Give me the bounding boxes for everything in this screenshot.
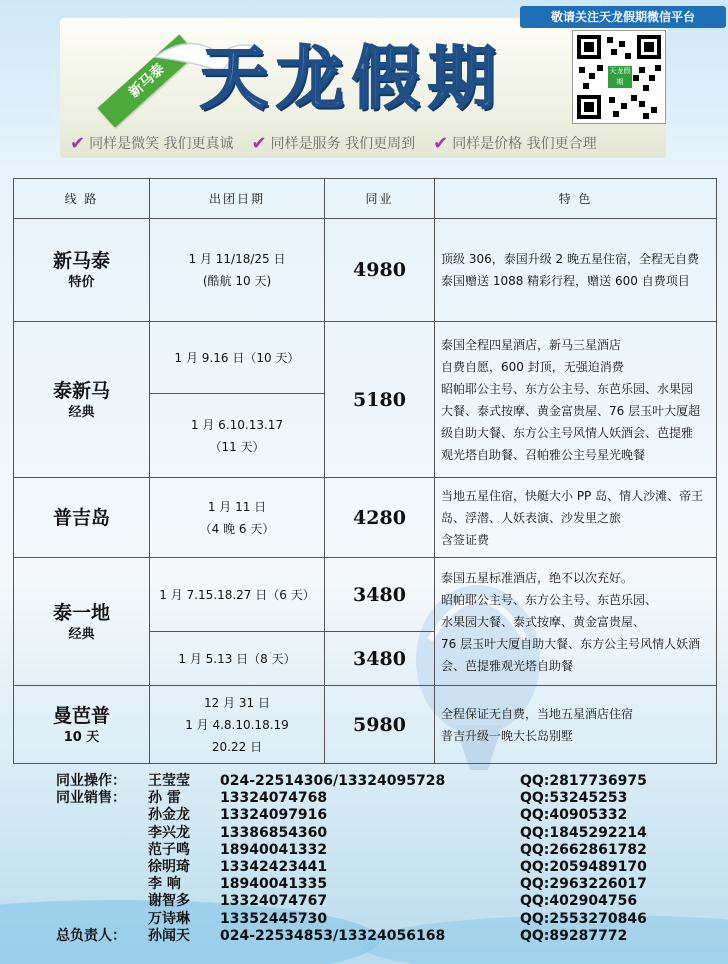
price-cell: 4280: [325, 478, 435, 558]
contact-row: [56, 928, 696, 945]
feature-line: 泰国五星标准酒店，绝不以次充好。: [441, 570, 634, 585]
contact-name: 范子鸣: [148, 841, 190, 858]
header-date: 出团日期: [150, 179, 325, 219]
checkmark-icon: ✔: [70, 132, 86, 154]
contact-row: [56, 911, 696, 928]
route-subtitle: 10 天: [63, 729, 100, 745]
feature-cell: [435, 322, 717, 478]
contact-role: [56, 807, 148, 824]
route-name: 泰新马: [52, 379, 110, 402]
header-features: 特 色: [435, 179, 717, 219]
date-line: 1 月 11 日: [207, 499, 267, 514]
feature-line: 水果园大餐、泰式按摩、黄金富贵屋、: [441, 614, 646, 629]
contact-phone[interactable]: 024-22514306/13324095728: [220, 773, 446, 789]
route-name: 新马泰: [52, 250, 110, 272]
contact-qq[interactable]: QQ:402904756: [520, 893, 638, 910]
date-line: 1 月 5.13 日（8 天）: [178, 651, 296, 666]
contact-phone[interactable]: 13386854360: [220, 824, 328, 841]
date-cell: [150, 219, 325, 322]
route-subtitle: 经典: [68, 404, 95, 420]
ribbon-container: [40, 40, 168, 101]
contact-phone[interactable]: 13352445730: [220, 910, 328, 927]
contact-role: 同业销售：: [56, 790, 126, 807]
price-cell: 4980: [325, 219, 435, 322]
slogan-item: [70, 133, 234, 154]
contact-name: 徐明琦: [148, 859, 190, 876]
feature-line: 泰国赠送 1088 精彩行程，赠送 600 自费项目: [441, 274, 690, 288]
contact-role: [56, 859, 148, 876]
contact-name: 谢智多: [148, 893, 190, 910]
contact-phone[interactable]: 13324074767: [220, 893, 328, 910]
destination-ribbon: 新马泰: [97, 35, 196, 128]
contact-role: 同业操作：: [56, 773, 126, 789]
table-row: [14, 558, 717, 632]
header-price: 同业: [325, 179, 435, 219]
contact-role: [56, 842, 148, 859]
contact-phone[interactable]: 13342423441: [220, 859, 328, 876]
feature-line: 会、芭提雅观光塔自助餐: [441, 658, 574, 673]
table-row: [14, 686, 717, 764]
date-line: 1 月 7.15.18.27 日（6 天）: [159, 587, 315, 602]
feature-line: 昭帕耶公主号、东方公主号、东芭乐园、: [441, 592, 658, 607]
feature-line: 顶级 306，泰国升级 2 晚五星住宿，全程无自费: [441, 252, 699, 266]
contact-phone[interactable]: 024-22534853/13324056168: [220, 927, 446, 944]
table-row: [14, 478, 717, 558]
feature-line: 泰国全程四星酒店，新马三星酒店: [441, 337, 622, 352]
contact-row: [56, 825, 696, 842]
slogan-item: [433, 133, 597, 154]
feature-line: 大餐、泰式按摩、黄金富贵屋、76 层玉叶大厦超: [441, 403, 701, 418]
price-cell: 5180: [325, 322, 435, 478]
date-line: 1 月 6.10.13.17: [190, 417, 284, 432]
price-cell: 3480: [325, 558, 435, 632]
feature-cell: [435, 558, 717, 686]
date-line: 1 月 11/18/25 日: [188, 252, 286, 266]
date-line: (酷航 10 天): [202, 274, 272, 288]
feature-line: 76 层玉叶大厦自助大餐、东方公主号风情人妖酒: [441, 636, 701, 651]
price-cell: 3480: [325, 632, 435, 686]
contact-role: [56, 893, 148, 910]
date-line: （11 天）: [209, 439, 265, 454]
date-line: 1 月 9.16 日（10 天）: [174, 350, 300, 365]
date-line: 20.22 日: [211, 739, 263, 754]
table-header-row: [14, 179, 717, 219]
route-name: 曼芭普: [52, 704, 110, 727]
route-cell: [14, 219, 150, 322]
checkmark-icon: ✔: [433, 132, 449, 154]
contact-name: 万诗琳: [148, 910, 190, 927]
slogan-text: 同样是服务 我们更周到: [270, 136, 416, 152]
contact-row: [56, 842, 696, 859]
contact-row: [56, 893, 696, 910]
contact-qq[interactable]: QQ:2553270846: [520, 910, 647, 927]
route-name: 普吉岛: [52, 506, 110, 529]
contact-qq[interactable]: QQ:2817736975: [520, 773, 647, 789]
feature-line: 级自助大餐、东方公主号风情人妖酒会、芭提雅: [441, 425, 694, 440]
route-cell: [14, 686, 150, 764]
feature-cell: [435, 686, 717, 764]
feature-line: 观光塔自助餐、召帕雅公主号星光晚餐: [441, 447, 646, 462]
contact-qq[interactable]: QQ:2059489170: [520, 859, 647, 876]
contact-qq[interactable]: QQ:2662861782: [520, 841, 647, 858]
contact-role: [56, 911, 148, 928]
contact-phone[interactable]: 18940041335: [220, 876, 328, 893]
slogan-text: 同样是价格 我们更合理: [452, 136, 597, 152]
contact-name: 孙金龙: [148, 807, 190, 824]
date-line: 1 月 4.8.10.18.19: [185, 717, 289, 732]
contact-row: [56, 859, 696, 876]
qr-logo: 天龙假期: [607, 65, 633, 89]
route-cell: [14, 558, 150, 686]
slogan-text: 同样是微笑 我们更真诚: [89, 136, 234, 152]
route-cell: [14, 478, 150, 558]
contact-phone[interactable]: 18940041332: [220, 841, 328, 858]
contact-row: [56, 807, 696, 824]
route-cell: [14, 322, 150, 478]
date-line: （4 晚 6 天）: [199, 521, 275, 536]
feature-line: 普吉升级一晚大长岛别墅: [441, 728, 574, 743]
date-cell: [150, 394, 325, 478]
table-row: [14, 322, 717, 394]
table-row: [14, 219, 717, 322]
date-cell: [150, 686, 325, 764]
contact-name: 李 响: [148, 876, 181, 893]
feature-line: 当地五星住宿，快艇大小 PP 岛、情人沙滩、帝王: [441, 488, 704, 503]
contact-qq[interactable]: QQ:53245253: [520, 790, 628, 807]
route-subtitle: 特价: [68, 275, 95, 290]
feature-line: 昭帕耶公主号、东方公主号、东芭乐园、水果园: [441, 381, 694, 396]
feature-line: 岛、浮潜、人妖表演、沙发里之旅: [441, 510, 622, 525]
contact-role: [56, 876, 148, 893]
route-subtitle: 经典: [68, 626, 95, 642]
wechat-qr-code[interactable]: [572, 30, 666, 124]
date-cell: [150, 478, 325, 558]
wechat-follow-strip: 敬请关注天龙假期微信平台: [520, 6, 726, 28]
contact-qq[interactable]: QQ:2963226017: [520, 876, 647, 893]
slogan-item: [252, 133, 416, 154]
contact-role: [56, 825, 148, 842]
contact-qq[interactable]: QQ:1845292214: [520, 824, 647, 841]
feature-line: 全程保证无自费，当地五星酒店住宿: [441, 706, 634, 721]
contact-row: [56, 773, 696, 790]
contact-name: 王莹莹: [148, 773, 190, 789]
contact-role: 总负责人：: [56, 927, 126, 944]
contact-name: 李兴龙: [148, 824, 190, 841]
contact-phone[interactable]: 13324097916: [220, 807, 328, 824]
checkmark-icon: ✔: [251, 132, 267, 154]
contact-name: 孙闻天: [148, 927, 190, 944]
contact-qq[interactable]: QQ:40905332: [520, 807, 628, 824]
contact-row: [56, 790, 696, 807]
feature-line: 含签证费: [441, 532, 490, 547]
feature-line: 自费自愿，600 封顶，无强迫消费: [441, 359, 624, 374]
contact-phone[interactable]: 13324074768: [220, 790, 328, 807]
date-line: 12 月 31 日: [204, 695, 270, 710]
route-table: [13, 178, 717, 764]
route-name: 泰一地: [52, 601, 110, 624]
contact-name: 孙 雷: [148, 790, 181, 807]
date-cell: [150, 322, 325, 394]
brand-title: 天龙假期: [200, 40, 505, 119]
price-cell: 5980: [325, 686, 435, 764]
header-route: 线 路: [14, 179, 150, 219]
contact-row: [56, 876, 696, 893]
slogan-bar: [70, 132, 670, 154]
date-cell: [150, 558, 325, 632]
contact-qq[interactable]: QQ:89287772: [520, 927, 628, 944]
feature-cell: [435, 219, 717, 322]
feature-cell: [435, 478, 717, 558]
date-cell: [150, 632, 325, 686]
contact-list: [56, 773, 696, 945]
